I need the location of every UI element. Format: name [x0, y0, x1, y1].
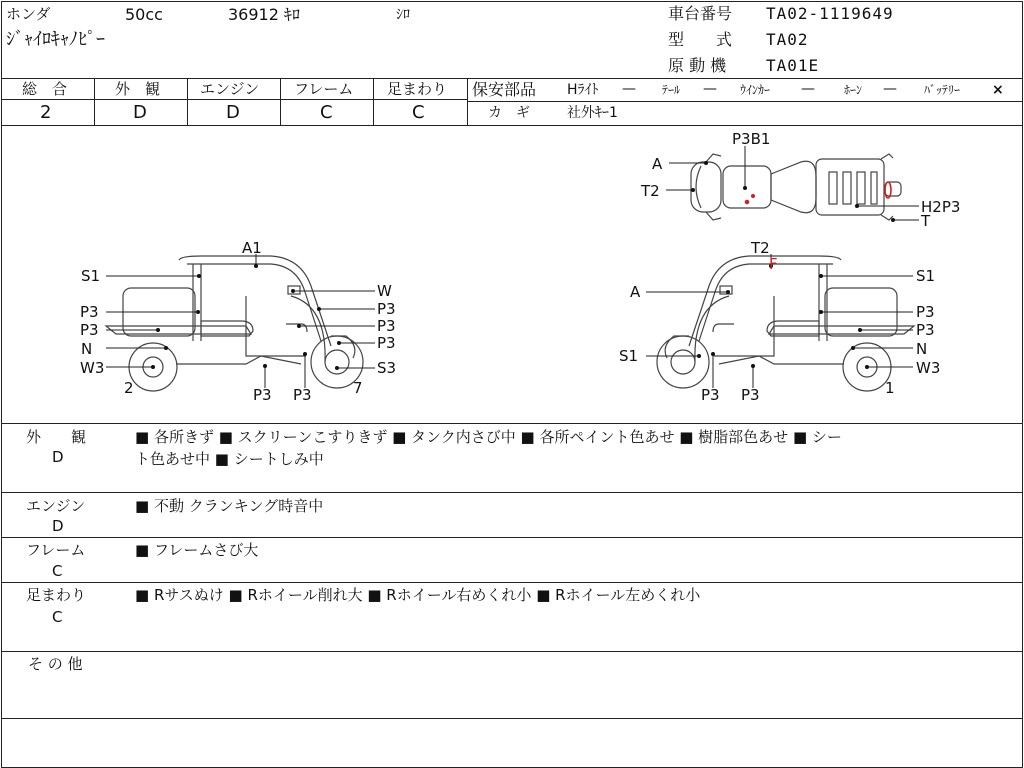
label-a-right: A [630, 283, 641, 301]
label-w3-right: W3 [916, 359, 941, 377]
label-p3-right-2: P3 [916, 321, 935, 339]
remark-frame-label: フレーム [26, 541, 86, 559]
label-f-red: F [769, 255, 778, 273]
remark-exterior-grade: D [52, 448, 64, 466]
label-p3-right-1: P3 [916, 303, 935, 321]
remark-exterior-line-1: ■ 各所きず ■ スクリーンこすりきず ■ タンク内さび中 ■ 各所ペイント色あせ ■ 樹脂部色あせ ■ シー [135, 428, 842, 446]
frame-grade-value: C [320, 102, 333, 123]
label-7: 7 [353, 379, 363, 397]
engine-type-value: TA01E [766, 56, 820, 75]
remarks-divider [1, 651, 1022, 652]
label-2: 2 [124, 379, 134, 397]
remark-suspension-grade: C [52, 608, 63, 626]
grade-table-mid [1, 99, 467, 100]
safety-item-horn: ﾎｰﾝ [844, 83, 863, 97]
remark-frame-grade: C [52, 562, 63, 580]
remark-exterior-line-2: ト色あせ中 ■ シートしみ中 [135, 450, 324, 468]
engine-type-label: 原 動 機 [668, 56, 727, 75]
remark-suspension-label: 足まわり [26, 586, 87, 604]
label-a1: A1 [242, 239, 262, 257]
safety-item-tail: ﾃｰﾙ [662, 83, 681, 97]
safety-key-divider [467, 101, 1022, 102]
exterior-grade-value: D [133, 102, 147, 123]
label-1: 1 [885, 379, 895, 397]
label-t2-right: T2 [751, 239, 770, 257]
label-t2-top: T2 [641, 182, 660, 200]
label-n-right: N [916, 340, 928, 358]
suspension-grade-label: 足まわり [387, 80, 448, 98]
remarks-divider [1, 582, 1022, 583]
label-w-left: W [377, 282, 392, 300]
maker: ホンダ [6, 5, 51, 23]
remarks-divider [1, 537, 1022, 538]
label-s1-right: S1 [916, 267, 936, 285]
label-p3-left-4: P3 [377, 317, 396, 335]
label-a-top: A [652, 155, 663, 173]
remarks-divider [1, 492, 1022, 493]
safety-item-battery: ﾊﾞｯﾃﾘｰ [924, 83, 961, 97]
diagram-bottom-border [1, 423, 1022, 424]
exterior-grade-label: 外 観 [115, 80, 161, 98]
suspension-grade-value: C [412, 102, 425, 123]
safety-item-horn-mark: — [883, 81, 897, 97]
total-grade-value: 2 [40, 102, 52, 123]
engine-grade-label: エンジン [200, 80, 260, 98]
remark-frame-line-1: ■ フレームさび大 [135, 541, 259, 559]
label-s1-left: S1 [81, 267, 101, 285]
label-p3-left-3: P3 [377, 300, 396, 318]
damage-diagram [1, 126, 1021, 422]
label-p3-left-2: P3 [80, 321, 99, 339]
remark-other-label: そ の 他 [28, 655, 83, 673]
damage-marks [746, 182, 892, 204]
grade-col-divider [187, 78, 188, 125]
remark-engine-grade: D [52, 517, 64, 535]
safety-parts-label: 保安部品 [472, 80, 537, 99]
remark-exterior-label: 外 観 [26, 428, 87, 446]
label-t-top: T [921, 212, 931, 230]
label-s3-left: S3 [377, 359, 397, 377]
mileage: 36912 ｷﾛ [228, 5, 300, 24]
grade-table-top [1, 78, 1022, 79]
safety-item-winker: ｳｲﾝｶｰ [740, 83, 771, 97]
key-value: 社外ｷｰ1 [567, 105, 618, 121]
frame-grade-label: フレーム [294, 80, 354, 98]
type-value: TA02 [766, 30, 809, 49]
type-label: 型 式 [668, 30, 733, 49]
remark-suspension-line-1: ■ Rサスぬけ ■ Rホイール削れ大 ■ Rホイール右めくれ小 ■ Rホイール左めくれ小 [135, 586, 701, 604]
safety-item-headlight: Hﾗｲﾄ [567, 82, 599, 98]
remark-engine-line-1: ■ 不動 クランキング時音中 [135, 497, 324, 515]
label-w3-left: W3 [80, 359, 105, 377]
label-p3-left-7: P3 [293, 386, 312, 404]
engine-grade-value: D [226, 102, 240, 123]
label-p3-left-1: P3 [80, 303, 99, 321]
grade-col-divider [280, 78, 281, 125]
grade-col-divider [94, 78, 95, 125]
label-p3-left-5: P3 [377, 334, 396, 352]
chassis-value: TA02-1119649 [766, 4, 894, 23]
safety-item-headlight-mark: — [622, 81, 636, 97]
model-name: ｼﾞｬｲﾛｷｬﾉﾋﾟｰ [6, 29, 105, 50]
safety-item-tail-mark: — [703, 81, 717, 97]
chassis-label: 車台番号 [668, 4, 733, 23]
displacement: 50cc [125, 5, 163, 24]
label-n-left: N [81, 340, 93, 358]
grade-col-divider [373, 78, 374, 125]
total-grade-label: 総 合 [22, 80, 68, 98]
label-p3-right-3: P3 [701, 386, 720, 404]
remark-engine-label: エンジン [26, 497, 86, 515]
label-s1-right-2: S1 [619, 347, 639, 365]
key-label: カ ギ [488, 105, 530, 121]
label-h2p3: H2P3 [921, 198, 961, 216]
safety-item-winker-mark: — [801, 81, 815, 97]
label-p3-right-4: P3 [741, 386, 760, 404]
label-p3-left-6: P3 [253, 386, 272, 404]
remarks-divider [1, 718, 1022, 719]
color: ｼﾛ [396, 7, 410, 23]
grade-col-divider [467, 78, 468, 125]
top-view-scooter-icon [691, 154, 901, 220]
label-p3b1: P3B1 [732, 130, 771, 148]
safety-item-battery-mark: × [992, 82, 1004, 98]
